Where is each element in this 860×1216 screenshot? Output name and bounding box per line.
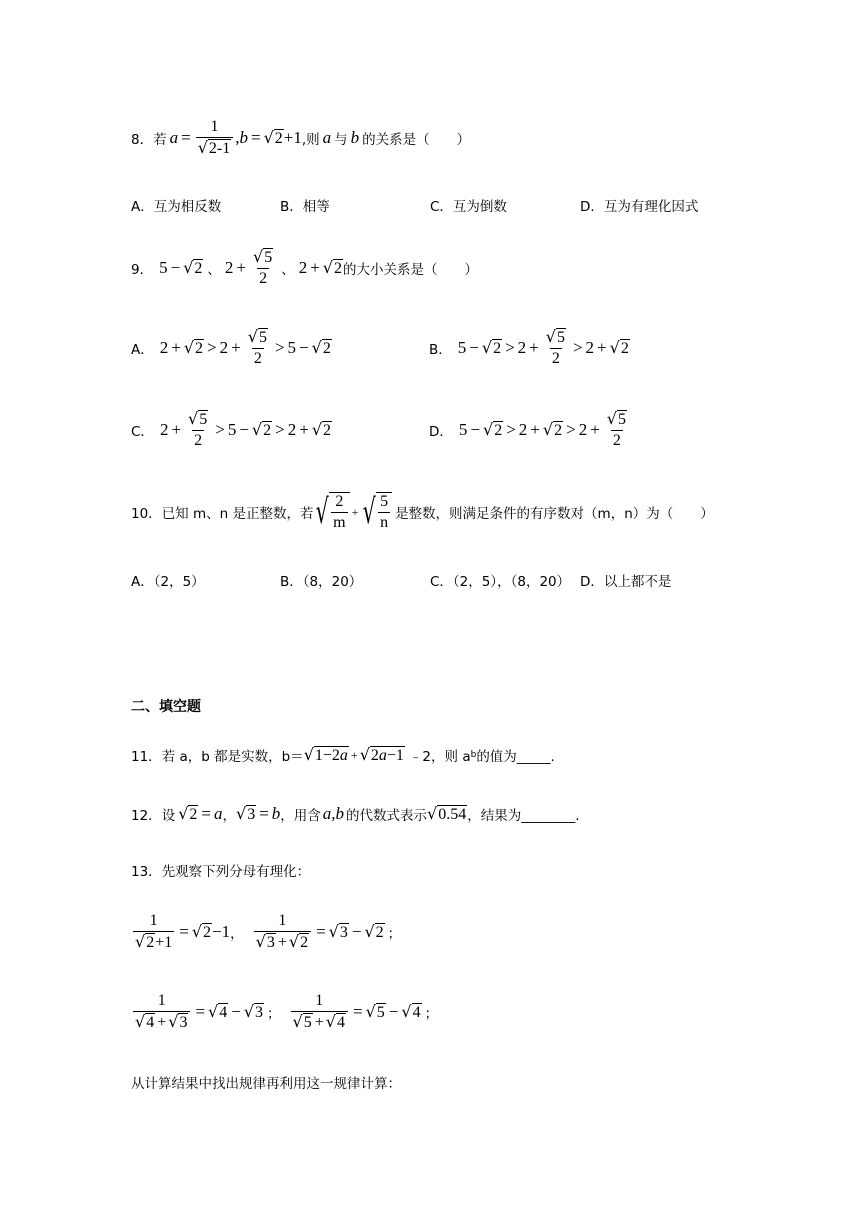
footer-text: 从计算结果中找出规律再利用这一规律计算： [131, 1076, 401, 1092]
question-11: 11． 若 a，b 都是实数，b＝ √ 1−2a + √ 2a−1 ﹣2，则 a b 的值为_____. [131, 744, 555, 765]
q9-option-d[interactable]: D． 5 − √ 2 > 2 + √ 2 > 2 + √ 5 2 [429, 409, 626, 449]
q9-option-a[interactable]: A． 2 + √ 2 > 2 + √ 5 2 > 5 − √ 2 [131, 327, 331, 367]
question-9: 9． 5 − √ 2 、 2 + √ 5 2 、 2 + √ 2 的大小关系是（ ） [131, 247, 478, 287]
q8-option-c[interactable]: C．互为倒数 [430, 199, 507, 215]
sqrt-fraction: √ $\frac{2}{m}$ [313, 492, 349, 532]
fraction: 1 √ 2-1 [196, 118, 234, 158]
question-number: 13． [131, 864, 162, 880]
q8-option-d[interactable]: D．互为有理化因式 [580, 199, 699, 215]
sqrt-expression: √ 2 [263, 127, 283, 147]
q10-option-d[interactable]: D．以上都不是 [580, 574, 672, 590]
equation-row-1: 1 √ 2 +1 = √ 2 −1 ， 1 √ 3 + √ 2 = √ 3 − √ 2 ； [135, 912, 402, 951]
question-number: 12． [131, 808, 162, 824]
q10-option-b[interactable]: B．（8，20） [280, 574, 363, 590]
question-13: 13． 先观察下列分母有理化： [131, 860, 310, 880]
q8-option-b[interactable]: B．相等 [280, 199, 330, 215]
q10-option-c[interactable]: C．（2，5），（8，20） [430, 574, 571, 590]
q9-option-b[interactable]: B． 5 − √ 2 > 2 + √ 5 2 > 2 + √ 2 [429, 327, 629, 367]
equation-row-2: 1 √ 4 + √ 3 = √ 4 − √ 3 ； 1 √ 5 + √ 4 = √ 5 − √ 4 ； [135, 992, 439, 1031]
question-number: 10． [131, 506, 162, 522]
sqrt-fraction: √ $\frac{5}{n}$ [360, 492, 392, 532]
question-number: 9． [131, 262, 154, 278]
q8-option-a[interactable]: A．互为相反数 [131, 199, 222, 215]
question-12: 12． 设 √ 2 = a ， √ 3 = b ，用含 a,b 的代数式表示 √ 0.54 ，结果为________. [131, 803, 580, 824]
q10-option-a[interactable]: A．（2，5） [131, 574, 205, 590]
section-heading: 二、填空题 [131, 699, 201, 715]
question-number: 8． [131, 132, 154, 148]
question-8: 8． 若 a = 1 √ 2-1 , b = √ 2 +1 ,则 a 与 b 的关系是（ ） [131, 118, 471, 157]
q9-option-c[interactable]: C． 2 + √ 5 2 > 5 − √ 2 > 2 + √ 2 [131, 409, 332, 449]
question-number: 11． [131, 749, 162, 765]
question-10: 10． 已知 m、n 是正整数，若 √ $\frac{2}{m}$ + √ $\frac{5}{n}$ 是整数，则满足条件的有序数对（m，n）为（ ） [131, 492, 714, 532]
